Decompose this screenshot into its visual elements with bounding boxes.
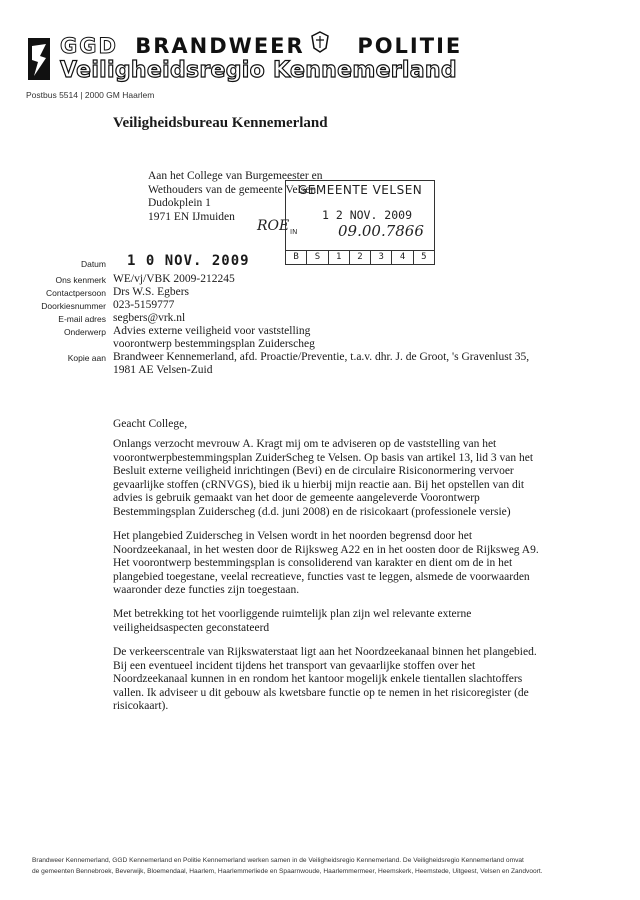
- email-value: segbers@vrk.nl: [113, 312, 186, 324]
- text-line: veiligheidsaspecten geconstateerd: [113, 621, 270, 634]
- text-line: Noordzeekanaal kunnen in en rondom het kantoor mogelijk enkele tientallen slachtoffers: [113, 673, 523, 686]
- text-line: waaronder deze functies zijn toegestaan.: [113, 584, 300, 597]
- brandweer-text: BRANDWEER: [135, 34, 305, 58]
- stamp-in-label: IN: [290, 228, 298, 236]
- subject-line-1: Advies externe veiligheid voor vaststelling: [113, 325, 311, 337]
- stamp-boxes: [286, 250, 434, 264]
- police-emblem-icon: [309, 30, 331, 54]
- datum-label: Datum: [80, 259, 106, 269]
- phone-value: 023-5159777: [113, 299, 175, 311]
- contact-label: Contactpersoon: [45, 288, 106, 298]
- text-line: Met betrekking tot het voorliggende ruimtelijk plan zijn wel relevante externe: [113, 608, 472, 620]
- footer-line: de gemeenten Bennebroek, Beverwijk, Bloemendaal, Haarlem, Haarlemmerliede en Spaarnwoude, Haarlemmermeer, Heemskerk, Heemstede, Uitgeest, Velsen en Zandvoort.: [32, 868, 543, 875]
- stamp-date: 1 2 NOV. 2009: [322, 208, 413, 222]
- text-line: plangebied toegestane, veelal recreatieve, functies vast te leggen, alsmede de voorwaarden: [113, 570, 530, 583]
- text-line: risicokaart).: [113, 700, 169, 713]
- recipient-line: 1971 EN IJmuiden: [148, 210, 235, 223]
- paragraph-1: [113, 438, 543, 520]
- recipient-line: Aan het College van Burgemeester en: [148, 170, 323, 182]
- paragraph-3: [113, 608, 543, 635]
- flame-logo-icon: [26, 36, 52, 82]
- handwritten-initials: ROE: [257, 218, 290, 234]
- text-line: Besluit externe veiligheid inrichtingen (Bevi) en de circulaire Risiconormering vervoer: [113, 465, 514, 478]
- text-line: gevaarlijke stoffen (cRNVGS), bied ik u hierbij mijn reactie aan. Bij het opstellen van dit: [113, 478, 525, 491]
- kopie-line-1: Brandweer Kennemerland, afd. Proactie/Preventie, t.a.v. dhr. J. de Groot, 's Gravenlust 35,: [113, 351, 530, 363]
- text-line: Het plangebied Zuiderscheg in Velsen wordt in het noorden begrensd door het: [113, 530, 473, 542]
- stamp-box: 5: [421, 252, 427, 262]
- stamp-box: S: [307, 251, 328, 264]
- bureau-title: Veiligheidsbureau Kennemerland: [113, 115, 328, 131]
- text-line: Bestemmingsplan Zuiderscheg (d.d. juni 2008) en de risicokaart (professionele versie): [113, 505, 511, 518]
- stamp-box: 3: [371, 251, 392, 264]
- text-line: advies is gebruik gemaakt van het door de gemeente aangeleverde Voorontwerp: [113, 492, 480, 505]
- text-line: vallen. Ik adviseer u dit gebouw als kwetsbare functie op te nemen in het risicoregister (de: [113, 686, 529, 699]
- text-line: Onlangs verzocht mevrouw A. Kragt mij om te adviseren op de vaststelling van het: [113, 438, 497, 450]
- kopie-label: Kopie aan: [67, 353, 106, 363]
- salutation: Geacht College,: [113, 418, 188, 430]
- footer-line: Brandweer Kennemerland, GGD Kennemerland en Politie Kennemerland werken samen in de Veiligheidsregio Kennemerland. De Veiligheidsregio Kennemerland omvat: [32, 857, 524, 864]
- org-name: Veiligheidsregio Kennemerland: [60, 58, 457, 83]
- phone-label: Doorkiesnummer: [41, 301, 106, 311]
- politie-text: POLITIE: [357, 34, 463, 58]
- receipt-stamp: [285, 180, 435, 265]
- text-line: Het voorontwerp bestemmingsplan is consoliderend van karakter en dient om de in het: [113, 557, 513, 570]
- recipient-line: Dudokplein 1: [148, 197, 211, 209]
- paragraph-4: [113, 646, 543, 714]
- text-line: De verkeerscentrale van Rijkswaterstaat ligt aan het Noordzeekanaal binnen het plangebied.: [113, 646, 537, 658]
- ggd-text: GGD: [60, 34, 118, 58]
- kenmerk-value: WE/vj/VBK 2009-212245: [113, 273, 235, 285]
- stamp-title: GEMEENTE VELSEN: [298, 183, 423, 197]
- paragraph-2: [113, 530, 543, 598]
- footer: [32, 855, 612, 877]
- email-label: E-mail adres: [58, 314, 106, 324]
- text-line: Noordzeekanaal, in het westen door de Rijksweg A22 en in het oosten door de Rijksweg A9.: [113, 543, 539, 556]
- subject-line-2: voorontwerp bestemmingsplan Zuiderscheg: [113, 338, 315, 350]
- text-line: Bij een eventueel incident tijdens het transport van gevaarlijke stoffen over het: [113, 659, 476, 672]
- letterhead-top: [60, 34, 462, 58]
- postbus-address: Postbus 5514 | 2000 GM Haarlem: [26, 90, 155, 100]
- stamp-handwritten-number: 09.00.7866: [338, 222, 424, 240]
- kenmerk-label: Ons kenmerk: [55, 275, 106, 285]
- recipient-line: Wethouders van de gemeente Velsen: [148, 183, 317, 196]
- stamp-box: 4: [392, 251, 413, 264]
- datum-value: 1 0 NOV. 2009: [127, 253, 250, 269]
- text-line: voorontwerpbestemmingsplan ZuiderScheg te Velsen. Op basis van artikel 13, lid 3 van het: [113, 451, 534, 464]
- kopie-line-2: 1981 AE Velsen-Zuid: [113, 364, 213, 376]
- stamp-box: 2: [350, 251, 371, 264]
- stamp-box: B: [286, 251, 307, 264]
- contact-value: Drs W.S. Egbers: [113, 286, 190, 298]
- subject-label: Onderwerp: [63, 327, 106, 337]
- stamp-box: 1: [329, 251, 350, 264]
